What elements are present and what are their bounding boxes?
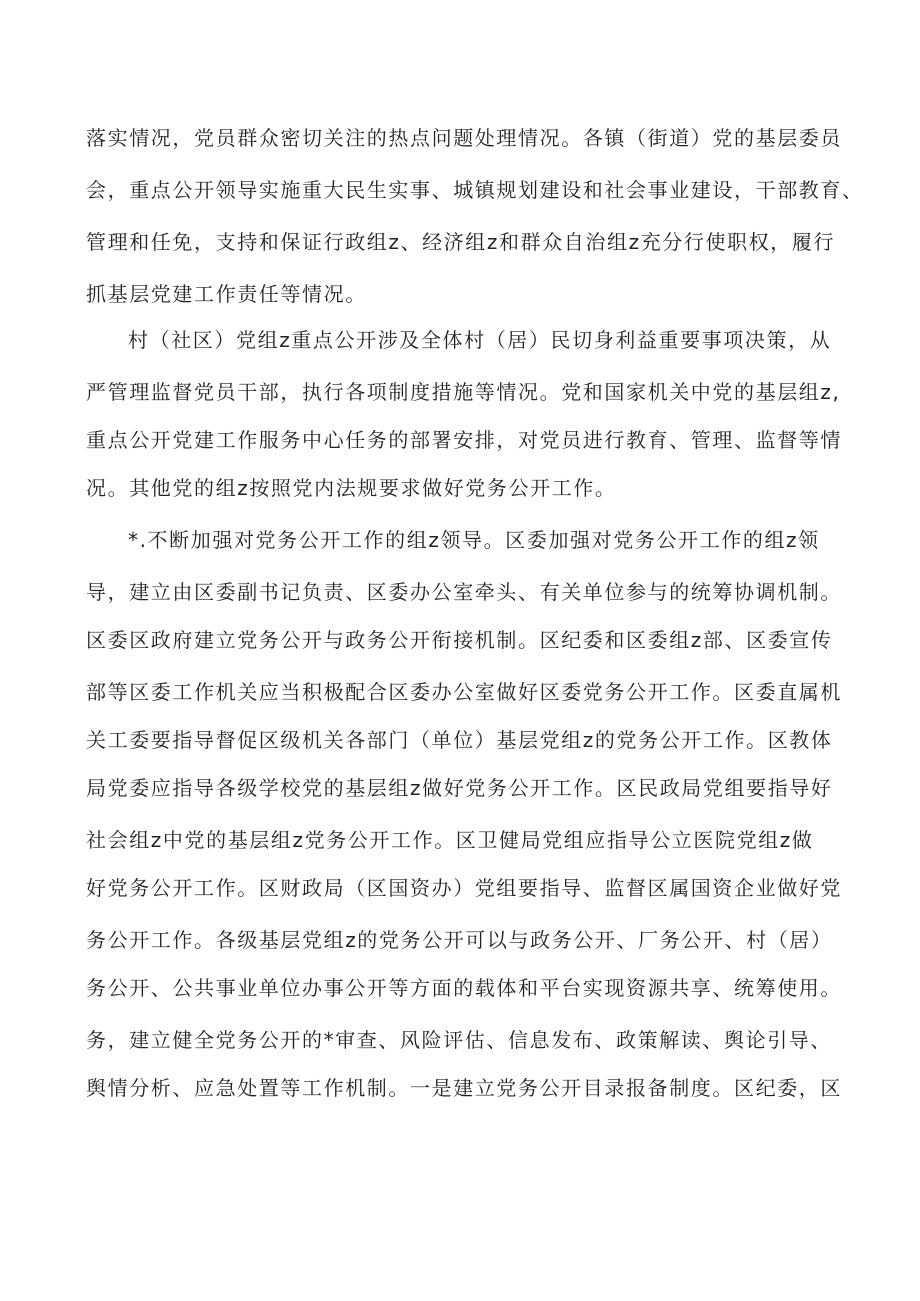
paragraph-3-line-1: *.不断加强对党务公开工作的组z领导。区委加强对党务公开工作的组z领 bbox=[128, 528, 820, 552]
paragraph-2-line-2: 严管理监督党员干部，执行各项制度措施等情况。党和国家机关中党的基层组z, bbox=[86, 380, 841, 404]
paragraph-2-line-4: 况。其他党的组z按照党内法规要求做好党务公开工作。 bbox=[86, 476, 617, 500]
paragraph-3-line-5: 关工委要指导督促区级机关各部门（单位）基层党组z的党务公开工作。区教体 bbox=[86, 728, 833, 752]
paragraph-3-line-9: 务公开工作。各级基层党组z的党务公开可以与政务公开、厂务公开、村（居） bbox=[86, 928, 833, 952]
paragraph-3-line-11: 务，建立健全党务公开的*审查、风险评估、信息发布、政策解读、舆论引导、 bbox=[86, 1028, 832, 1052]
paragraph-2-line-3: 重点公开党建工作服务中心任务的部署安排，对党员进行教育、管理、监督等情 bbox=[86, 428, 842, 452]
paragraph-3-line-3: 区委区政府建立党务公开与政务公开衔接机制。区纪委和区委组z部、区委宣传 bbox=[86, 628, 833, 652]
paragraph-2-line-1: 村（社区）党组z重点公开涉及全体村（居）民切身利益重要事项决策，从 bbox=[128, 328, 832, 352]
paragraph-3-line-6: 局党委应指导各级学校党的基层组z做好党务公开工作。区民政局党组要指导好 bbox=[86, 776, 833, 800]
paragraph-3-line-8: 好党务公开工作。区财政局（区国资办）党组要指导、监督区属国资企业做好党 bbox=[86, 876, 842, 900]
paragraph-3-line-4: 部等区委工作机关应当积极配合区委办公室做好区委党务公开工作。区委直属机 bbox=[86, 680, 842, 704]
paragraph-3-line-10: 务公开、公共事业单位办事公开等方面的载体和平台实现资源共享、统筹使用。 bbox=[86, 976, 842, 1000]
paragraph-1-line-2: 会，重点公开领导实施重大民生实事、城镇规划建设和社会事业建设，干部教育、 bbox=[86, 178, 864, 202]
paragraph-1-line-4: 抓基层党建工作责任等情况。 bbox=[86, 282, 367, 306]
paragraph-1-line-1: 落实情况，党员群众密切关注的热点问题处理情况。各镇（街道）党的基层委员 bbox=[86, 126, 842, 150]
paragraph-3-line-2: 导，建立由区委副书记负责、区委办公室牵头、有关单位参与的统筹协调机制。 bbox=[86, 580, 842, 604]
paragraph-1-line-3: 管理和任免，支持和保证行政组z、经济组z和群众自治组z充分行使职权，履行 bbox=[86, 230, 836, 254]
paragraph-3-line-12: 舆情分析、应急处置等工作机制。一是建立党务公开目录报备制度。区纪委，区 bbox=[86, 1076, 842, 1100]
paragraph-3-line-7: 社会组z中党的基层组z党务公开工作。区卫健局党组应指导公立医院党组z做 bbox=[86, 828, 814, 852]
